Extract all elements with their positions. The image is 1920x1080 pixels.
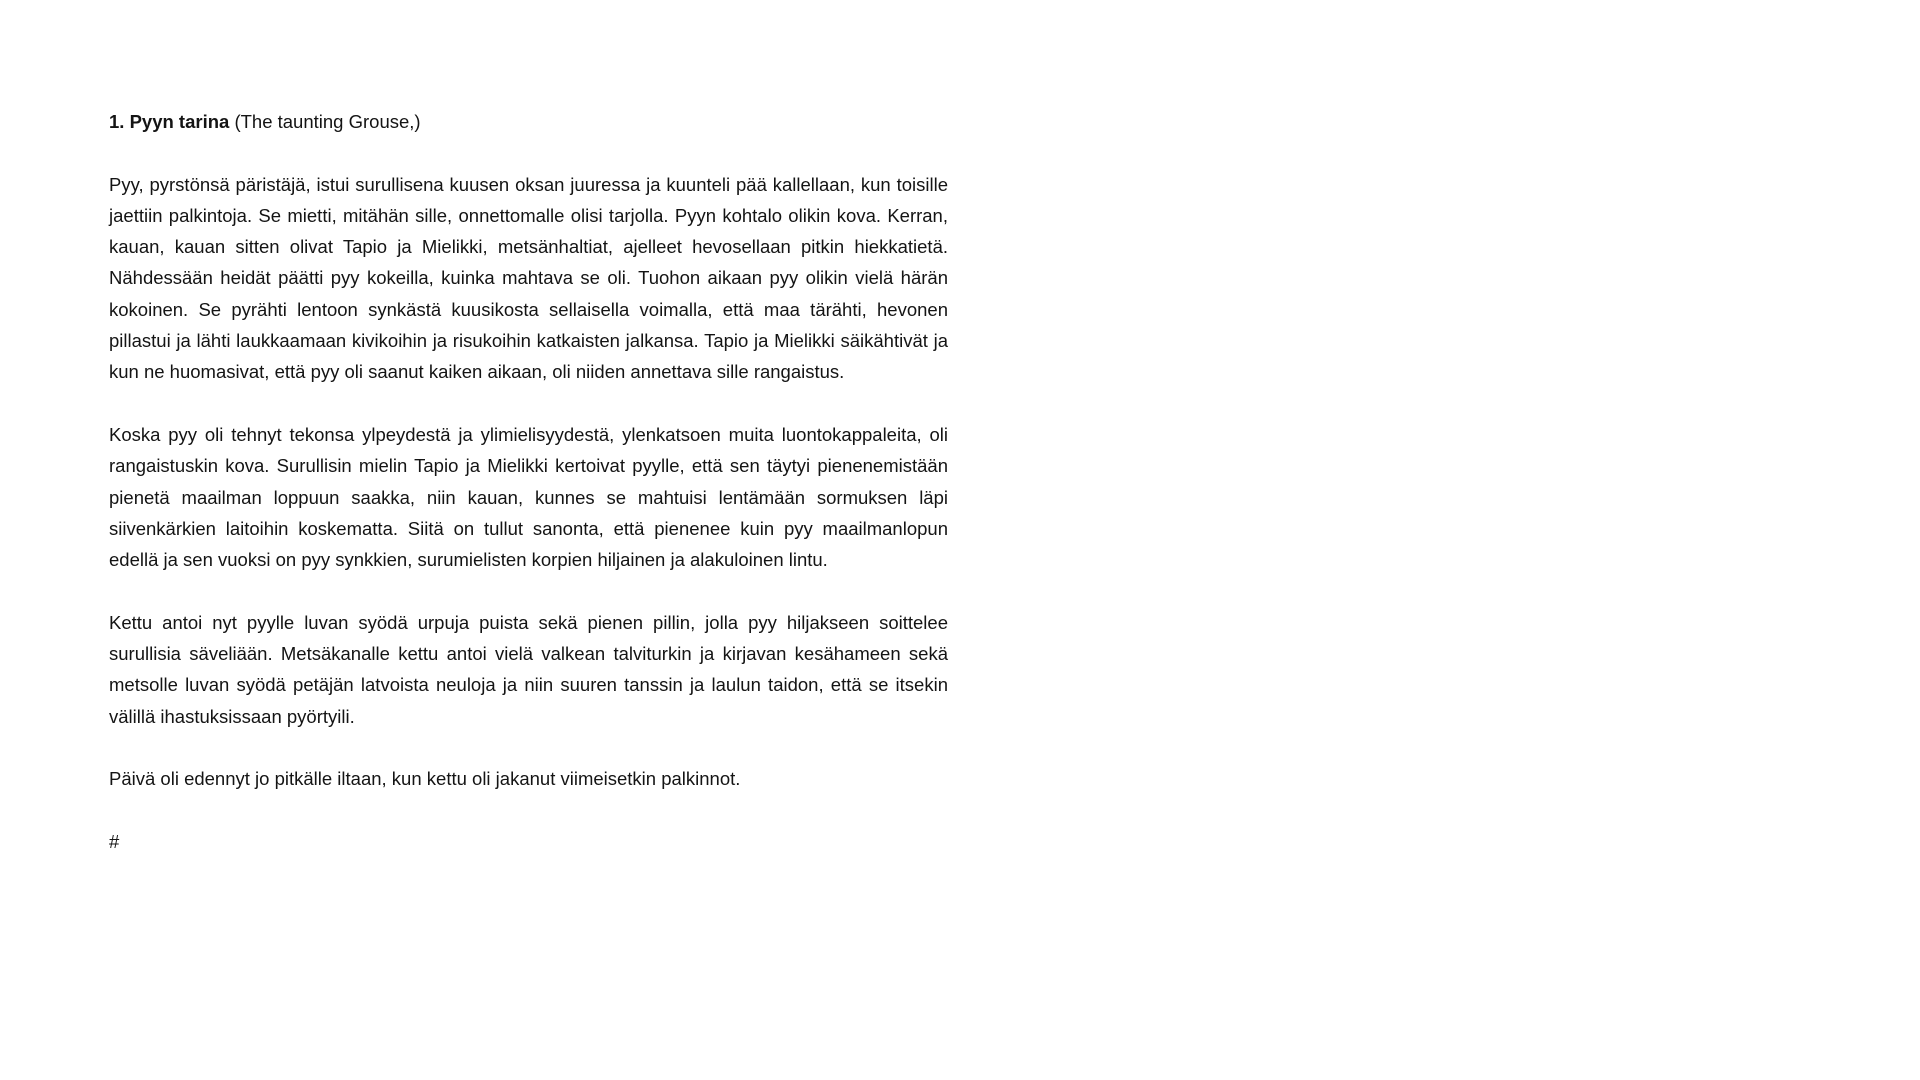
story-title: 1. Pyyn tarina xyxy=(109,111,230,132)
paragraph-4: Päivä oli edennyt jo pitkälle iltaan, kun kettu oli jakanut viimeisetkin palkinnot. xyxy=(109,768,741,790)
paragraph-2: Koska pyy oli tehnyt tekonsa ylpeydestä ja ylimielisyydestä, ylenkatsoen muita luontokappaleita, oli rangaistuskin kova. Surullisin mielin Tapio ja Mielikki kertoivat pyylle, että sen täytyi pienenemistään pienetä maailman loppuun saakka, niin kauan, kunnes se mahtuisi lentämään sormuksen läpi siivenkärkien laitoihin koskematta. Siitä on tullut sanonta, että pienenee kuin pyy maailmanlopun edellä ja sen vuoksi on pyy synkkien, surumielisten korpien hiljainen ja alakuloinen lintu. xyxy=(109,423,948,571)
paragraph-1: Pyy, pyrstönsä päristäjä, istui surullisena kuusen oksan juuressa ja kuunteli pää kallellaan, kun toisille jaettiin palkintoja. Se mietti, mitähän sille, onnettomalle olisi tarjolla. Pyyn kohtalo olikin kova. Kerran, kauan, kauan sitten olivat Tapio ja Mielikki, metsänhaltiat, ajelleet hevosellaan pitkin hiekkatietä. Nähdessään heidät päätti pyy kokeilla, kuinka mahtava se oli. Tuohon aikaan pyy olikin vielä härän kokoinen. Se pyrähti lentoon synkästä kuusikosta sellaisella voimalla, että maa tärähti, hevonen pillastui ja lähti laukkaamaan kivikoihin ja risukoihin katkaisten jalkansa. Tapio ja Mielikki säikähtivät ja kun ne huomasivat, että pyy oli saanut kaiken aikaan, oli niiden annettava sille rangaistus. xyxy=(109,173,948,383)
document-body xyxy=(109,106,948,857)
end-marker: # xyxy=(109,830,120,852)
story-subtitle: (The taunting Grouse,) xyxy=(234,111,421,132)
story-heading xyxy=(109,106,948,137)
paragraph-3: Kettu antoi nyt pyylle luvan syödä urpuja puista sekä pienen pillin, jolla pyy hiljakseen soittelee surullisia säveliään. Metsäkanalle kettu antoi vielä valkean talviturkin ja kirjavan kesähameen sekä metsolle luvan syödä petäjän latvoista neuloja ja niin suuren tanssin ja laulun taidon, että se itsekin välillä ihastuksissaan pyörtyili. xyxy=(109,611,948,727)
